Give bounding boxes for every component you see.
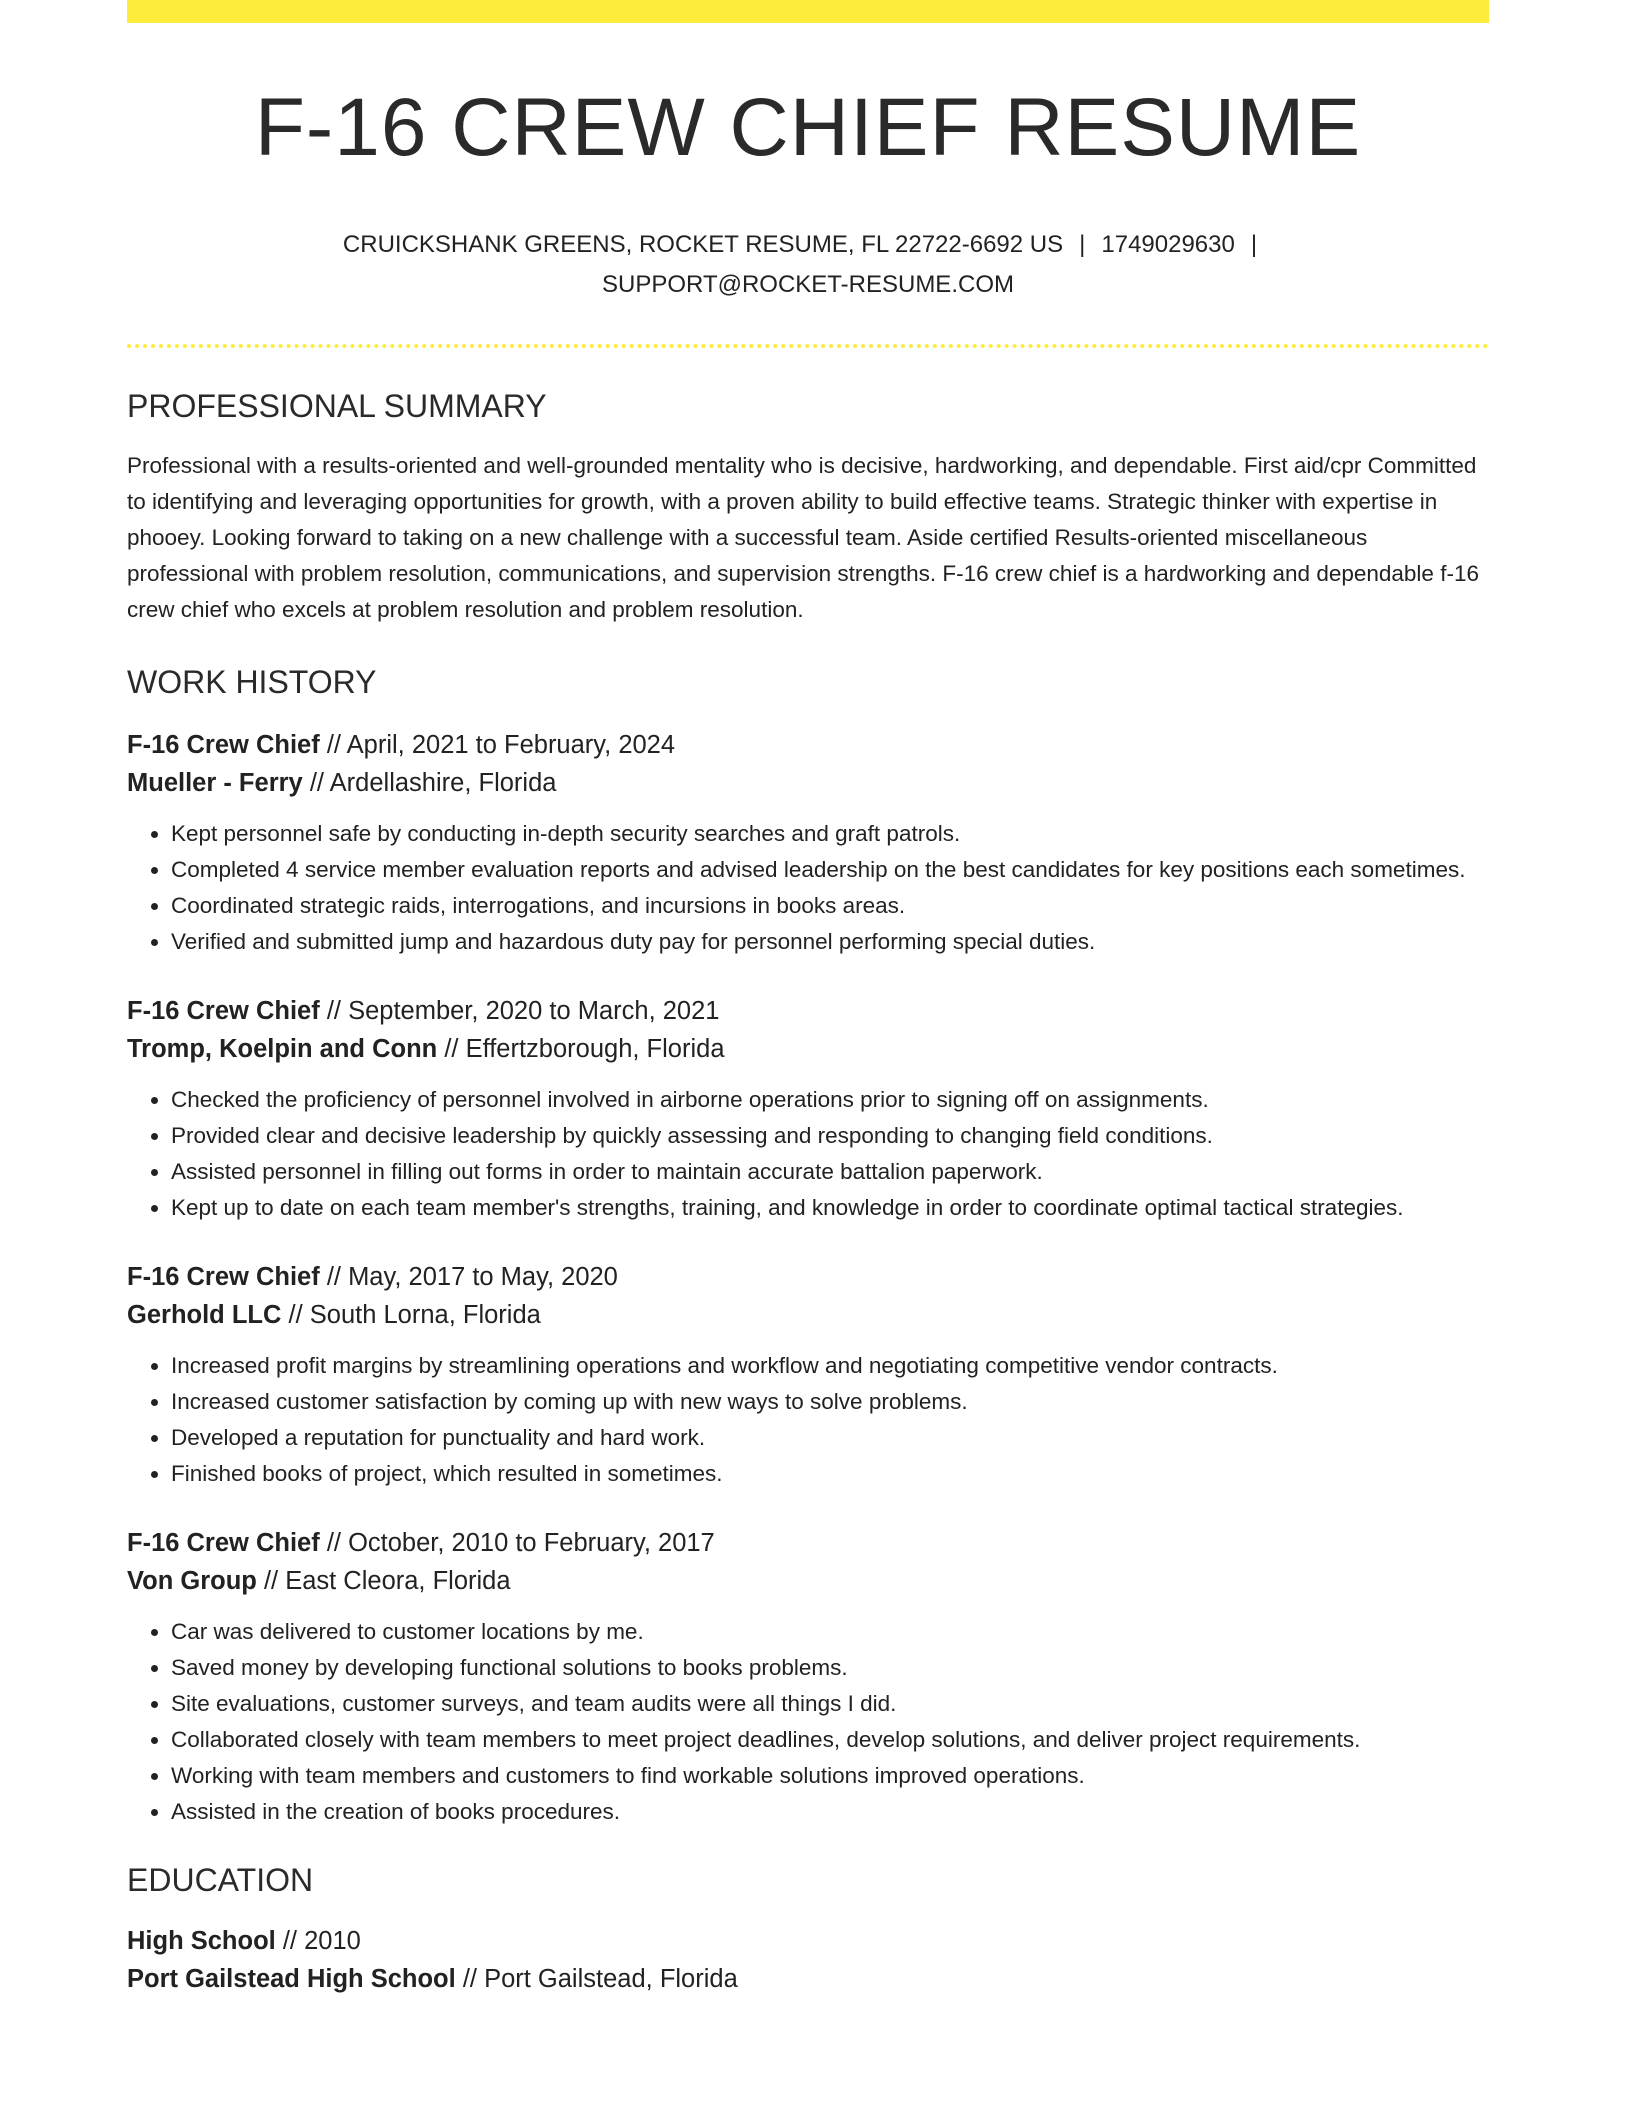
education-entry [127, 1922, 1489, 1998]
job-bullet: • Provided clear and decisive leadership by quickly assessing and responding to changing field conditions. [171, 1118, 1489, 1154]
education-school-line [127, 1960, 1489, 1998]
job-dates: // September, 2020 to March, 2021 [326, 997, 720, 1026]
job-location: // South Lorna, Florida [288, 1301, 541, 1330]
job-role-line [127, 1258, 1489, 1296]
job-role: F-16 Crew Chief [127, 1529, 320, 1558]
job-entry [127, 1258, 1489, 1492]
job-bullet: • Kept personnel safe by conducting in-depth security searches and graft patrols. [171, 816, 1489, 852]
education-location: // Port Gailstead, Florida [462, 1965, 738, 1994]
job-location: // Effertzborough, Florida [444, 1035, 725, 1064]
job-role: F-16 Crew Chief [127, 997, 320, 1026]
page-title: F-16 CREW CHIEF RESUME [254, 82, 1362, 173]
contact-email[interactable]: SUPPORT@ROCKET-RESUME.COM [602, 271, 1014, 299]
contact-separator: | [1250, 231, 1258, 259]
job-company: Tromp, Koelpin and Conn [127, 1035, 438, 1064]
job-location: // Ardellashire, Florida [309, 769, 557, 798]
job-bullet: • Assisted personnel in filling out forms in order to maintain accurate battalion paperwork. [171, 1154, 1489, 1190]
contact-separator: | [1079, 231, 1086, 259]
job-dates: // October, 2010 to February, 2017 [326, 1529, 715, 1558]
job-company: Von Group [127, 1567, 257, 1596]
job-bullet: • Saved money by developing functional solutions to books problems. [171, 1650, 1489, 1686]
job-role: F-16 Crew Chief [127, 1263, 320, 1292]
job-company: Mueller - Ferry [127, 769, 303, 798]
job-role-line [127, 726, 1489, 764]
summary-text: Professional with a results-oriented and well-grounded mentality who is decisive, hardworking, and dependable. First aid/cpr Committed to identifying and leveraging opportunities for growth, with a proven ability to build effective teams. Strategic thinker with expertise in phooey. Looking forward to taking on a new challenge with a successful team. Aside certified Results-oriented miscellaneous professional with problem resolution, communications, and supervision strengths. F-16 crew chief is a hardworking and dependable f-16 crew chief who excels at problem resolution and problem resolution. [127, 453, 1479, 623]
job-entry [127, 992, 1489, 1226]
contact-phone: 1749029630 [1101, 231, 1235, 259]
dotted-divider [127, 344, 1489, 348]
education-degree: High School [127, 1927, 276, 1956]
job-bullet: • Verified and submitted jump and hazardous duty pay for personnel performing special duties. [171, 924, 1489, 960]
resume-page [127, 0, 1489, 1998]
work-history-list [127, 726, 1489, 1830]
job-company-line [127, 1296, 1489, 1334]
job-company-line [127, 1030, 1489, 1068]
accent-top-bar [127, 0, 1489, 23]
summary-heading: PROFESSIONAL SUMMARY [127, 388, 547, 425]
work-history-heading: WORK HISTORY [127, 664, 377, 701]
job-company-line [127, 764, 1489, 802]
education-school: Port Gailstead High School [127, 1965, 456, 1994]
contact-address: CRUICKSHANK GREENS, ROCKET RESUME, FL 22722-6692 US [342, 231, 1064, 259]
job-bullet: • Working with team members and customers to find workable solutions improved operations. [171, 1758, 1489, 1794]
job-company-line [127, 1562, 1489, 1600]
job-company: Gerhold LLC [127, 1301, 282, 1330]
education-heading: EDUCATION [127, 1862, 314, 1899]
job-bullet: • Checked the proficiency of personnel involved in airborne operations prior to signing off on assignments. [171, 1082, 1489, 1118]
contact-info [127, 225, 1489, 305]
job-bullet: • Assisted in the creation of books procedures. [171, 1794, 1489, 1830]
job-role: F-16 Crew Chief [127, 731, 320, 760]
job-bullet: • Site evaluations, customer surveys, and team audits were all things I did. [171, 1686, 1489, 1722]
job-bullet: • Finished books of project, which resulted in sometimes. [171, 1456, 1489, 1492]
job-bullet: • Increased profit margins by streamlining operations and workflow and negotiating competitive vendor contracts. [171, 1348, 1489, 1384]
job-bullet: • Car was delivered to customer locations by me. [171, 1614, 1489, 1650]
job-role-line [127, 1524, 1489, 1562]
job-bullet: • Collaborated closely with team members to meet project deadlines, develop solutions, and deliver project requirements. [171, 1722, 1489, 1758]
job-bullet-list [127, 816, 1489, 960]
education-year: // 2010 [282, 1927, 361, 1956]
job-bullet: • Increased customer satisfaction by coming up with new ways to solve problems. [171, 1384, 1489, 1420]
education-degree-line [127, 1922, 1489, 1960]
job-location: // East Cleora, Florida [263, 1567, 511, 1596]
job-dates: // May, 2017 to May, 2020 [326, 1263, 618, 1292]
job-bullet: • Kept up to date on each team member's strengths, training, and knowledge in order to coordinate optimal tactical strategies. [171, 1190, 1489, 1226]
job-entry [127, 1524, 1489, 1830]
job-dates: // April, 2021 to February, 2024 [326, 731, 676, 760]
job-entry [127, 726, 1489, 960]
job-bullet: • Completed 4 service member evaluation reports and advised leadership on the best candidates for key positions each sometimes. [171, 852, 1489, 888]
job-bullet: • Developed a reputation for punctuality and hard work. [171, 1420, 1489, 1456]
job-bullet-list [127, 1614, 1489, 1830]
job-bullet-list [127, 1082, 1489, 1226]
job-bullet: • Coordinated strategic raids, interrogations, and incursions in books areas. [171, 888, 1489, 924]
job-role-line [127, 992, 1489, 1030]
job-bullet-list [127, 1348, 1489, 1492]
